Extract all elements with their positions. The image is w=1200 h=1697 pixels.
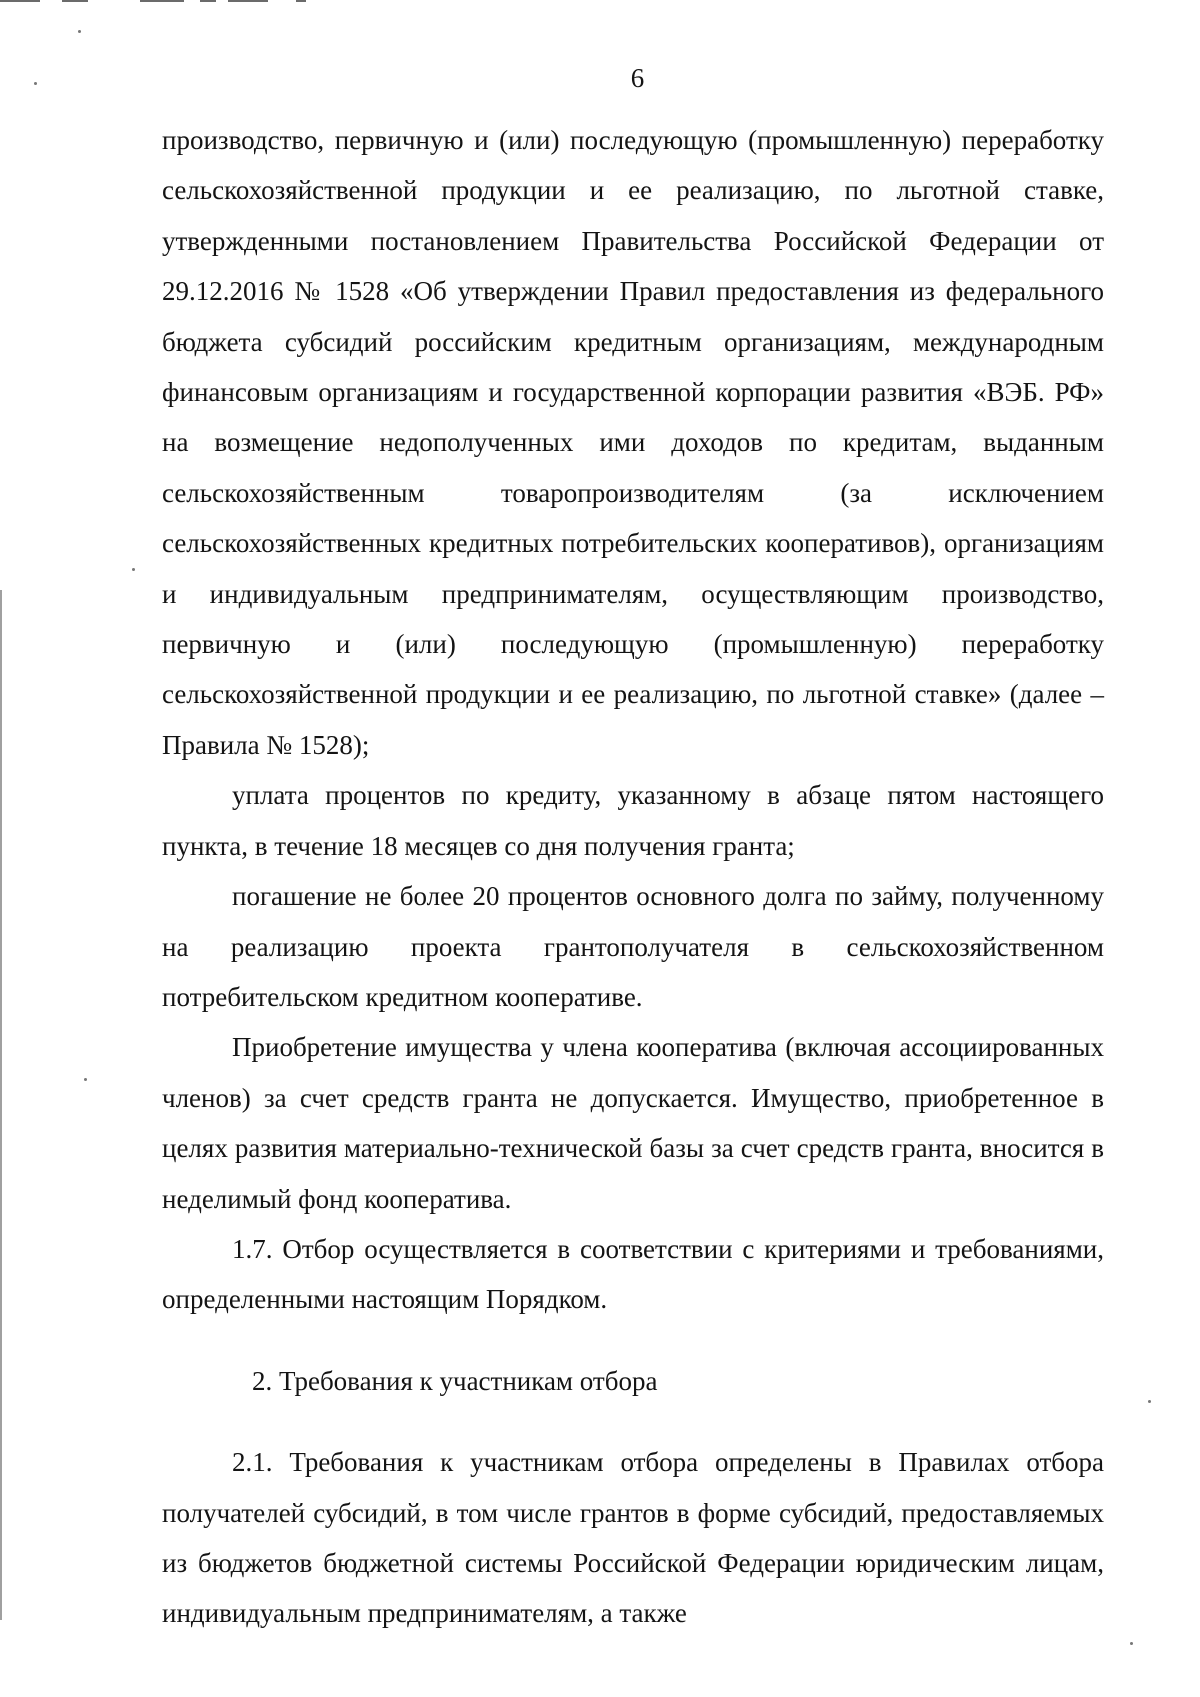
scan-speck [132,568,135,571]
scan-speck [1148,1400,1151,1403]
scan-speck [1130,1642,1133,1645]
scan-edge-artifacts [0,0,1200,6]
scan-speck [84,1078,87,1081]
document-body [162,115,1104,1639]
page-number: 6 [630,63,645,93]
paragraph-property-acquisition: Приобретение имущества у члена кооператива (включая ассоциированных членов) за счет средств гранта не допускается. Имущество, приобретенное в целях развития материально-технической базы за счет средств гранта, вносится в неделимый фонд кооператива. [162,1032,1104,1214]
scan-left-edge [0,590,2,1620]
paragraph-selection-1-7: 1.7. Отбор осуществляется в соответствии с критериями и требованиями, определенными настоящим Порядком. [162,1233,1104,1315]
paragraph-continuation: производство, первичную и (или) последующую (промышленную) переработку сельскохозяйственной продукции и ее реализацию, по льготной ставке, утвержденными постановлением Правительства Российской Федерации от 29.12.2016 № 1528 «Об утверждении Правил предоставления из федерального бюджета субсидий российским кредитным организациям, международным финансовым организациям и государственной корпорации развития «ВЭБ. РФ» на возмещение недополученных ими доходов по кредитам, выданным сельскохозяйственным товаропроизводителям (за исключением сельскохозяйственных кредитных потребительских кооперативов), организациям и индивидуальным предпринимателям, осуществляющим производство, первичную и (или) последующую (промышленную) переработку сельскохозяйственной продукции и ее реализацию, по льготной ставке» (далее – Правила № 1528); [162,125,1104,760]
paragraph-requirements-2-1: 2.1. Требования к участникам отбора определены в Правилах отбора получателей субсидий, в том числе грантов в форме субсидий, предоставляемых из бюджетов бюджетной системы Российской Федерации юридическим лицам, индивидуальным предпринимателям, а также [162,1447,1104,1629]
paragraph-loan-repayment: погашение не более 20 процентов основного долга по займу, полученному на реализацию проекта грантополучателя в сельскохозяйственном потребительском кредитном кооперативе. [162,881,1104,1012]
section-heading: 2. Требования к участникам отбора [252,1365,658,1396]
scan-speck [78,30,81,33]
paragraph-interest-payment: уплата процентов по кредиту, указанному в абзаце пятом настоящего пункта, в течение 18 месяцев со дня получения гранта; [162,780,1104,861]
